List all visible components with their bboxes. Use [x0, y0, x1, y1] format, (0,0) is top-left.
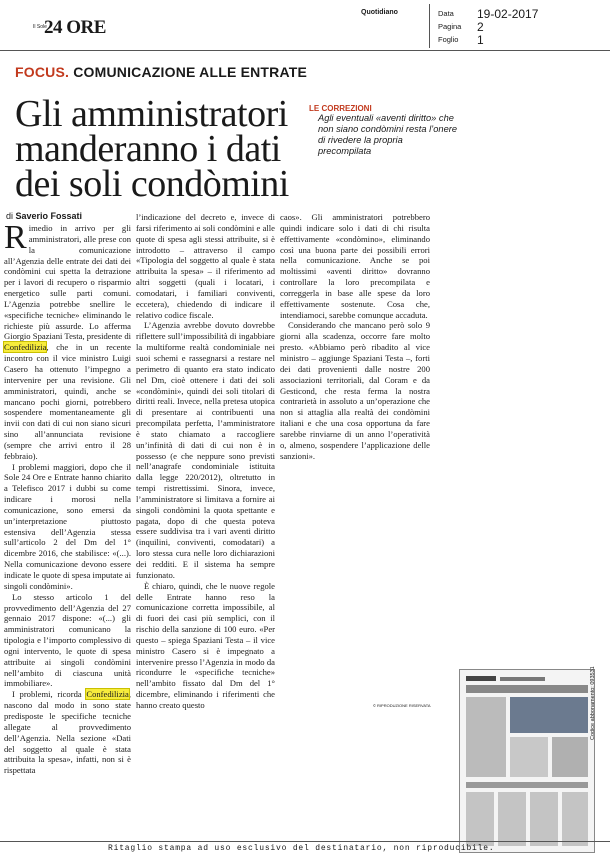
article-column-3 — [280, 212, 430, 461]
meta-key: Pagina — [438, 22, 462, 31]
article-column-2 — [136, 212, 275, 711]
meta-value: 1 — [477, 32, 484, 47]
paragraph-text: imedio in arrivo per gli amministratori, alle prese con la comunicazione all’Agenzia delle entrate dei dati dei condòmini cui spetta la detrazione per i lavori di recupero o risparmio energetico sulle parti comuni. L’Agenzia potrebbe snellire le «specifiche tecniche» eliminando le richieste più assurde. Lo afferma Giorgio Spaziani Testa, presidente di — [4, 223, 131, 342]
paragraph: È chiaro, quindi, che le nuove regole delle Entrate hanno reso la comunicazione corretta impossibile, al di fuori dei casi più semplici, con il rischio della sanzione di 100 euro. «Per questo – spiega Spaziani Testa – il vice ministro Casero si è impegnato a intervenire presso l’Agenzia in modo da ricondurre le «specifiche tecniche» nell’ambito fissato dal Dm del 1° dicembre, eliminando i riferimenti che hanno creato questo — [136, 580, 275, 710]
page-thumbnail — [459, 669, 595, 853]
highlighted-term: Confedilizia — [86, 689, 129, 700]
focus-tag: FOCUS. — [15, 64, 70, 80]
newspaper-logo: 24 ORE — [44, 17, 106, 38]
meta-key: Data — [438, 9, 454, 18]
section-kicker — [15, 64, 307, 80]
header-divider — [0, 50, 610, 51]
paragraph-text: , che in un recente incontro con il vice ministro Luigi Casero ha ottenuto l’impegno a intervenire per una revisione. Gli amministratori, quindi, anche se mancano pochi giorni, potrebbero sospendere momentaneamente gli invii con dati di cui non siano sicuri sino all’annunciata revisione (sempre che arrivi entro il 28 febbraio). — [4, 342, 131, 461]
paragraph: L’Agenzia avrebbe dovuto dovrebbe riflettere sull’impossibilità di ingabbiare la multiforme realtà condominiale nei suoi schemi e rassegnarsi a restare nel perimetro di quanto era stato indicato nel Dm, cioè ottenere i dati dei soli «condòmini», quindi dei soli titolari di diritti reali. Invece, nella pretesa utopica di presentare ai contribuenti una precompilata perfetta, l’amministratore è stato chiamato a raccogliere un’infinità di dati di cui non è in possesso (e che neppure sono previsti nell’anagrafe condominiale istituita dalla legge 220/2012), oltretutto in tempi ristrettissimi. Sinora, invece, l’amministratore si limitava a fornire ai singoli condòmini la quota spettante e pagata, dopo di che questa poteva essere suddivisa tra i vari aventi diritto (inquilini, conviventi, comodatari) a loro stessa cura nelle loro dichiarazioni dei redditi. E il sistema ha sempre funzionato. — [136, 320, 275, 580]
publication-type: Quotidiano — [361, 9, 398, 16]
footer-notice: Ritaglio stampa ad uso esclusivo del destinatario, non riproducibile. — [108, 844, 495, 853]
paragraph: Lo stesso articolo 1 del provvedimento dell’Agenzia del 27 gennaio 2017 dispone: «(...) gli amministratori comunicano la tipologia e l’importo complessivo di ogni intervento, le quote di spesa attribuite ai singoli condòmini nell’ambito di ciascuna unità immobiliare». — [4, 591, 131, 689]
logo-small-text: Il Sole — [33, 24, 47, 30]
copyright-notice: © RIPRODUZIONE RISERVATA — [373, 703, 431, 708]
paragraph-text: I problemi, ricorda — [12, 689, 87, 700]
byline-prefix: di — [6, 211, 16, 221]
footer-divider — [0, 841, 610, 842]
subscription-code: Codice abbonamento: 093531 — [590, 666, 596, 740]
section-name: COMUNICAZIONE ALLE ENTRATE — [73, 64, 308, 80]
meta-row-page — [438, 20, 538, 33]
author-name: Saverio Fossati — [15, 211, 83, 221]
header-divider-vertical — [429, 4, 430, 48]
corrections-text: Agli eventuali «aventi diritto» che non siano condòmini resta l’onere di rivedere la propria precompilata — [318, 113, 458, 156]
paragraph — [4, 689, 131, 776]
paragraph — [4, 219, 131, 462]
highlighted-term: Confedilizia — [4, 342, 47, 353]
page-thumbnail-image — [460, 670, 594, 852]
paragraph-text: , nascono dal modo in sono state predisposte le specifiche tecniche allegate al provvedimento dell’Agenzia. Nella sezione «Dati del soggetto al quale è stata attribuita la spesa», infatti, non si è rispettata — [4, 689, 131, 776]
corrections-label: LE CORREZIONI — [309, 104, 372, 113]
meta-box — [438, 7, 538, 46]
drop-cap: R — [4, 219, 27, 256]
paragraph: I problemi maggiori, dopo che il Sole 24 Ore e Entrate hanno chiarito a Telefisco 2017 i dubbi su come indicare i morosi nella comunicazione, sono emersi da un’interpretazione piuttosto estensiva dell’Agenzia stessa sull’articolo 2 del Dm del 1° dicembre 2016, che stabilisce: «(...). Nella comunicazione devono essere indicate le quote di spesa imputate ai singoli condòmini». — [4, 461, 131, 591]
paragraph: Considerando che mancano però solo 9 giorni alla scadenza, occorre fare molto presto. «Abbiamo però ribadito al vice ministro – aggiunge Spaziani Testa –, forti dei dati provenienti dalle nostre 200 associazioni territoriali, dal Coram e da Gesticond, che resta ferma la nostra contrarietà in assoluto a un’operazione che non si attaglia alla realtà dei condòmini italiani e che una cosa opportuna da fare sarebbe rinviarne di un anno l’operatività o, almeno, sospendere l’applicazione delle sanzioni». — [280, 320, 430, 461]
paragraph: caos». Gli amministratori potrebbero quindi indicare solo i dati di chi risulta effettivamente «condòmino», eliminando così una buona parte dei possibili errori nella comunicazione. Anche se poi moltissimi «aventi diritto» dovranno controllare la loro precompilata e correggerla in base alle spese da loro effettivamente sostenute. Cosa che, intendiamoci, sarebbe comunque accaduta. — [280, 212, 430, 320]
meta-row-sheet — [438, 33, 538, 46]
meta-key: Foglio — [438, 35, 459, 44]
meta-value: 19-02-2017 — [477, 6, 539, 21]
article-column-1 — [4, 219, 131, 776]
article-headline: Gli amministratori manderanno i dati dei soli condòmini — [15, 93, 289, 205]
meta-value: 2 — [477, 19, 484, 34]
paragraph: l’indicazione del decreto e, invece di farsi riferimento ai soli condòmini e alle quote di spesa agli stessi attribuite, si è introdotto – attraverso il campo «Tipologia del soggetto al quale è stata attribuita la spesa» – il riferimento ad altri soggetti (quali i locatari, i comodatari, i familiari conviventi, eccetera), chiedendo di indicare il relativo codice fiscale. — [136, 212, 275, 320]
meta-row-date — [438, 7, 538, 20]
corrections-box — [309, 104, 458, 157]
